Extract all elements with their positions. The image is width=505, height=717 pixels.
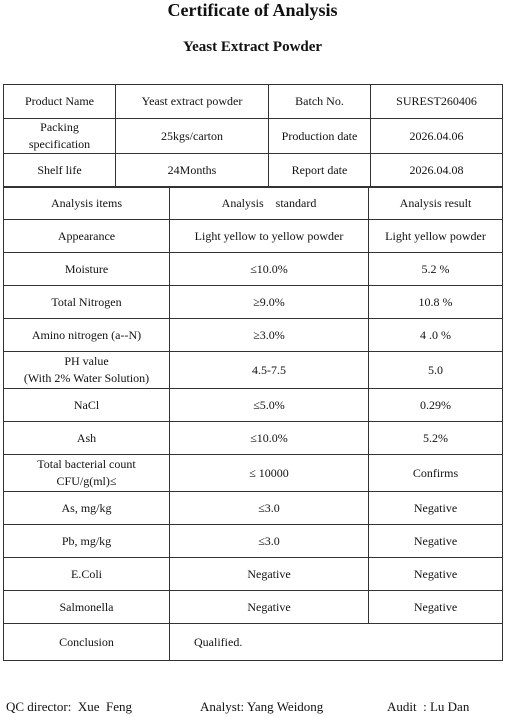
conclusion-value: Qualified. xyxy=(170,624,503,661)
document-subtitle: Yeast Extract Powder xyxy=(182,39,323,55)
batch-no-label: Batch No. xyxy=(269,85,371,119)
analysis-standard: ≤ 10000 xyxy=(170,455,369,492)
production-date-label: Production date xyxy=(269,119,371,154)
packing-value: 25kgs/carton xyxy=(116,119,269,154)
analysis-table xyxy=(3,186,503,661)
analysis-standard: ≥3.0% xyxy=(170,319,369,352)
signature-footer xyxy=(0,697,505,717)
table-row xyxy=(4,455,503,492)
conclusion-row xyxy=(4,624,503,661)
analysis-standard: ≤5.0% xyxy=(170,389,369,422)
shelf-life-row xyxy=(4,154,503,188)
product-info-table xyxy=(3,84,503,188)
report-date-label: Report date xyxy=(269,154,371,188)
analysis-item: NaCl xyxy=(4,389,170,422)
packing-label-line2: specification xyxy=(28,137,91,151)
analysis-result: 5.2 % xyxy=(369,253,503,286)
table-row xyxy=(4,319,503,352)
table-row xyxy=(4,422,503,455)
qc-director: QC director: Xue Feng xyxy=(6,699,133,714)
analysis-result: Negative xyxy=(369,558,503,591)
table-row xyxy=(4,591,503,624)
analysis-standard: Negative xyxy=(170,591,369,624)
table-row xyxy=(4,286,503,319)
product-name-label: Product Name xyxy=(4,85,116,119)
analysis-item: Pb, mg/kg xyxy=(4,525,170,558)
packing-label xyxy=(4,119,116,154)
table-row xyxy=(4,220,503,253)
analysis-standard: Negative xyxy=(170,558,369,591)
analysis-result: 0.29% xyxy=(369,389,503,422)
analysis-result: 5.0 xyxy=(369,352,503,389)
shelf-life-value: 24Months xyxy=(116,154,269,188)
analysis-items-header: Analysis items xyxy=(4,187,170,220)
analysis-item: Moisture xyxy=(4,253,170,286)
table-row xyxy=(4,558,503,591)
analysis-result: Negative xyxy=(369,492,503,525)
analysis-result: Confirms xyxy=(369,455,503,492)
analysis-item: Total Nitrogen xyxy=(4,286,170,319)
analysis-standard: 4.5-7.5 xyxy=(170,352,369,389)
table-row xyxy=(4,352,503,389)
analysis-item: Salmonella xyxy=(4,591,170,624)
batch-no-value: SUREST260406 xyxy=(371,85,503,119)
production-date-value: 2026.04.06 xyxy=(371,119,503,154)
analysis-standard: ≤10.0% xyxy=(170,253,369,286)
analysis-standard-header: Analysis standard xyxy=(170,187,369,220)
analysis-standard: ≥9.0% xyxy=(170,286,369,319)
audit: Audit : Lu Dan xyxy=(387,699,470,714)
analysis-header-row xyxy=(4,187,503,220)
analysis-result-header: Analysis result xyxy=(369,187,503,220)
analysis-item-line1: Total bacterial count xyxy=(37,457,136,471)
analysis-item: Appearance xyxy=(4,220,170,253)
analysis-item: Amino nitrogen (a--N) xyxy=(4,319,170,352)
analysis-item-line1: PH value xyxy=(64,354,109,368)
analysis-item-line2: (With 2% Water Solution) xyxy=(23,371,150,385)
analysis-standard: ≤10.0% xyxy=(170,422,369,455)
analysis-standard: Light yellow to yellow powder xyxy=(170,220,369,253)
table-row xyxy=(4,253,503,286)
product-name-value: Yeast extract powder xyxy=(116,85,269,119)
report-date-value: 2026.04.08 xyxy=(371,154,503,188)
product-name-row xyxy=(4,85,503,119)
analysis-item: As, mg/kg xyxy=(4,492,170,525)
analysis-result: 5.2% xyxy=(369,422,503,455)
document-title: Certificate of Analysis xyxy=(167,0,338,20)
shelf-life-label: Shelf life xyxy=(4,154,116,188)
analysis-result: Negative xyxy=(369,525,503,558)
packing-row xyxy=(4,119,503,154)
analysis-result: 4 .0 % xyxy=(369,319,503,352)
analyst: Analyst: Yang Weidong xyxy=(200,699,324,714)
analysis-standard: ≤3.0 xyxy=(170,525,369,558)
table-row xyxy=(4,525,503,558)
analysis-item: Ash xyxy=(4,422,170,455)
analysis-result: Light yellow powder xyxy=(369,220,503,253)
table-row xyxy=(4,492,503,525)
analysis-item-line2: CFU/g(ml)≤ xyxy=(56,474,117,488)
table-row xyxy=(4,389,503,422)
analysis-result: 10.8 % xyxy=(369,286,503,319)
conclusion-label: Conclusion xyxy=(4,624,170,661)
analysis-item xyxy=(4,455,170,492)
analysis-item: E.Coli xyxy=(4,558,170,591)
analysis-result: Negative xyxy=(369,591,503,624)
analysis-item xyxy=(4,352,170,389)
packing-label-line1: Packing xyxy=(40,120,79,134)
analysis-standard: ≤3.0 xyxy=(170,492,369,525)
